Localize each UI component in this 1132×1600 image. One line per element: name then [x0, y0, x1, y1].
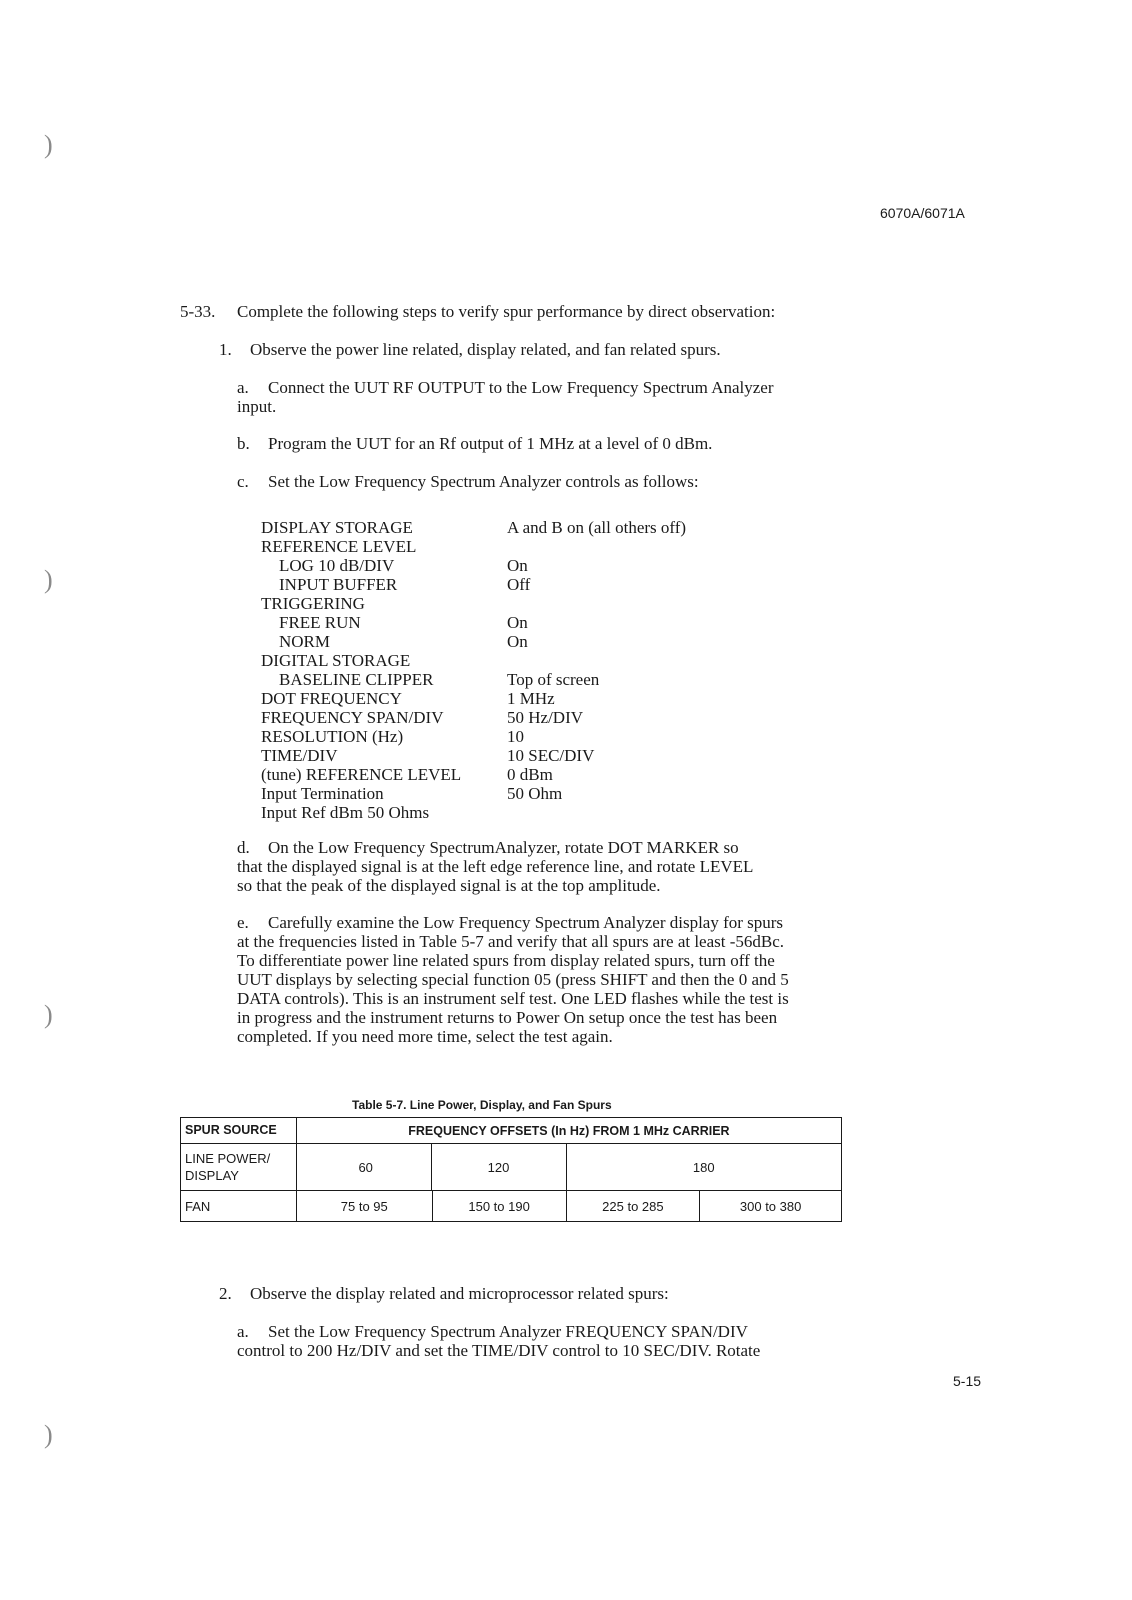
setting-row — [261, 613, 681, 632]
setting-label: Input Termination — [261, 784, 384, 803]
setting-value: Off — [507, 575, 531, 594]
setting-label: BASELINE CLIPPER — [279, 670, 434, 689]
setting-row — [261, 784, 681, 803]
step-2-number: 2. — [219, 1284, 232, 1303]
document-id: 6070A/6071A — [880, 205, 965, 221]
setting-value: On — [507, 613, 528, 632]
step-1c-text: Set the Low Frequency Spectrum Analyzer controls as follows: — [268, 472, 699, 491]
setting-label: INPUT BUFFER — [279, 575, 398, 594]
binder-hole-mark: ) — [44, 1000, 53, 1029]
setting-label: NORM — [279, 632, 331, 651]
setting-value: 50 Hz/DIV — [507, 708, 584, 727]
setting-label: Input Ref dBm 50 Ohms — [261, 803, 430, 822]
binder-hole-mark: ) — [44, 130, 53, 159]
setting-label: FREQUENCY SPAN/DIV — [261, 708, 444, 727]
step-1d-line: that the displayed signal is at the left edge reference line, and rotate LEVEL — [237, 857, 754, 876]
step-1-number: 1. — [219, 340, 232, 359]
setting-label: TRIGGERING — [261, 594, 365, 613]
step-2a-line: control to 200 Hz/DIV and set the TIME/DIV control to 10 SEC/DIV. Rotate — [237, 1341, 761, 1360]
setting-value: A and B on (all others off) — [507, 518, 687, 537]
setting-label: FREE RUN — [279, 613, 361, 632]
step-1e-line: in progress and the instrument returns to Power On setup once the test has been — [237, 1008, 778, 1027]
step-1b-letter: b. — [237, 434, 250, 453]
setting-row — [261, 689, 681, 708]
setting-label: DISPLAY STORAGE — [261, 518, 413, 537]
page-number: 5-15 — [953, 1373, 982, 1389]
step-1e-line: UUT displays by selecting special function 05 (press SHIFT and then the 0 and 5 — [237, 970, 789, 989]
spur-source-line: LINE POWER/ — [185, 1151, 271, 1166]
step-2-text: Observe the display related and microprocessor related spurs: — [250, 1284, 669, 1303]
offset-value: 150 to 190 — [432, 1191, 566, 1222]
setting-row — [261, 708, 681, 727]
step-1b-text: Program the UUT for an Rf output of 1 MHz at a level of 0 dBm. — [268, 434, 713, 453]
step-2a-line: Set the Low Frequency Spectrum Analyzer FREQUENCY SPAN/DIV — [268, 1322, 748, 1341]
step-2a-letter: a. — [237, 1322, 249, 1341]
spur-source-line: DISPLAY — [185, 1168, 239, 1183]
setting-row — [261, 537, 681, 556]
setting-row — [261, 651, 681, 670]
table-caption: Table 5-7. Line Power, Display, and Fan Spurs — [352, 1098, 612, 1112]
offset-value: 300 to 380 — [700, 1191, 842, 1222]
section-intro: Complete the following steps to verify spur performance by direct observation: — [237, 302, 776, 321]
table-cell — [181, 1144, 297, 1191]
step-1e-line: To differentiate power line related spurs from display related spurs, turn off the — [237, 951, 775, 970]
setting-label: DIGITAL STORAGE — [261, 651, 411, 670]
setting-row — [261, 556, 681, 575]
column-header: SPUR SOURCE — [181, 1118, 297, 1144]
setting-label: (tune) REFERENCE LEVEL — [261, 765, 462, 784]
setting-value: On — [507, 556, 528, 575]
setting-row — [261, 727, 681, 746]
analyzer-settings-list — [261, 518, 687, 822]
setting-label: REFERENCE LEVEL — [261, 537, 417, 556]
setting-label: LOG 10 dB/DIV — [279, 556, 395, 575]
setting-row — [261, 746, 681, 765]
setting-label: TIME/DIV — [261, 746, 338, 765]
setting-row — [261, 575, 681, 594]
table-cell — [296, 1144, 566, 1191]
step-1-text: Observe the power line related, display related, and fan related spurs. — [250, 340, 721, 359]
step-1d-line: so that the peak of the displayed signal is at the top amplitude. — [237, 876, 661, 895]
offset-value: 225 to 285 — [566, 1191, 700, 1222]
setting-value: 1 MHz — [507, 689, 555, 708]
setting-row — [261, 594, 681, 613]
step-1a-line: input. — [237, 397, 277, 416]
setting-label: RESOLUTION (Hz) — [261, 727, 404, 746]
setting-value: On — [507, 632, 528, 651]
table-row — [181, 1144, 842, 1191]
setting-value: 50 Ohm — [507, 784, 563, 803]
step-1a-line: Connect the UUT RF OUTPUT to the Low Frequency Spectrum Analyzer — [268, 378, 774, 397]
table-header-row — [181, 1118, 842, 1144]
setting-value: Top of screen — [507, 670, 600, 689]
setting-value: 10 SEC/DIV — [507, 746, 595, 765]
spur-table — [180, 1117, 842, 1222]
step-1e-letter: e. — [237, 913, 249, 932]
column-header: FREQUENCY OFFSETS (In Hz) FROM 1 MHz CARRIER — [296, 1118, 841, 1144]
step-1e-line: DATA controls). This is an instrument self test. One LED flashes while the test is — [237, 989, 789, 1008]
binder-hole-mark: ) — [44, 565, 53, 594]
step-1c-letter: c. — [237, 472, 249, 491]
offset-value: 180 — [566, 1144, 841, 1191]
offset-value: 120 — [487, 1159, 510, 1175]
setting-row — [261, 632, 681, 651]
step-1e-line: Carefully examine the Low Frequency Spectrum Analyzer display for spurs — [268, 913, 784, 932]
setting-row — [261, 670, 681, 689]
setting-row — [261, 803, 681, 822]
spur-source: FAN — [181, 1191, 297, 1222]
binder-hole-mark: ) — [44, 1420, 53, 1449]
step-1e-line: completed. If you need more time, select the test again. — [237, 1027, 613, 1046]
offset-value: 60 — [301, 1144, 432, 1190]
setting-row — [261, 765, 681, 784]
setting-label: DOT FREQUENCY — [261, 689, 402, 708]
table-row — [181, 1191, 842, 1222]
step-1a-letter: a. — [237, 378, 249, 397]
step-1d-letter: d. — [237, 838, 250, 857]
offset-value: 75 to 95 — [296, 1191, 432, 1222]
step-1d-line: On the Low Frequency SpectrumAnalyzer, rotate DOT MARKER so — [268, 838, 739, 857]
section-number: 5-33. — [180, 302, 216, 321]
setting-value: 0 dBm — [507, 765, 553, 784]
setting-row — [261, 518, 687, 537]
setting-value: 10 — [507, 727, 524, 746]
step-1e-line: at the frequencies listed in Table 5-7 and verify that all spurs are at least -56dBc. — [237, 932, 785, 951]
